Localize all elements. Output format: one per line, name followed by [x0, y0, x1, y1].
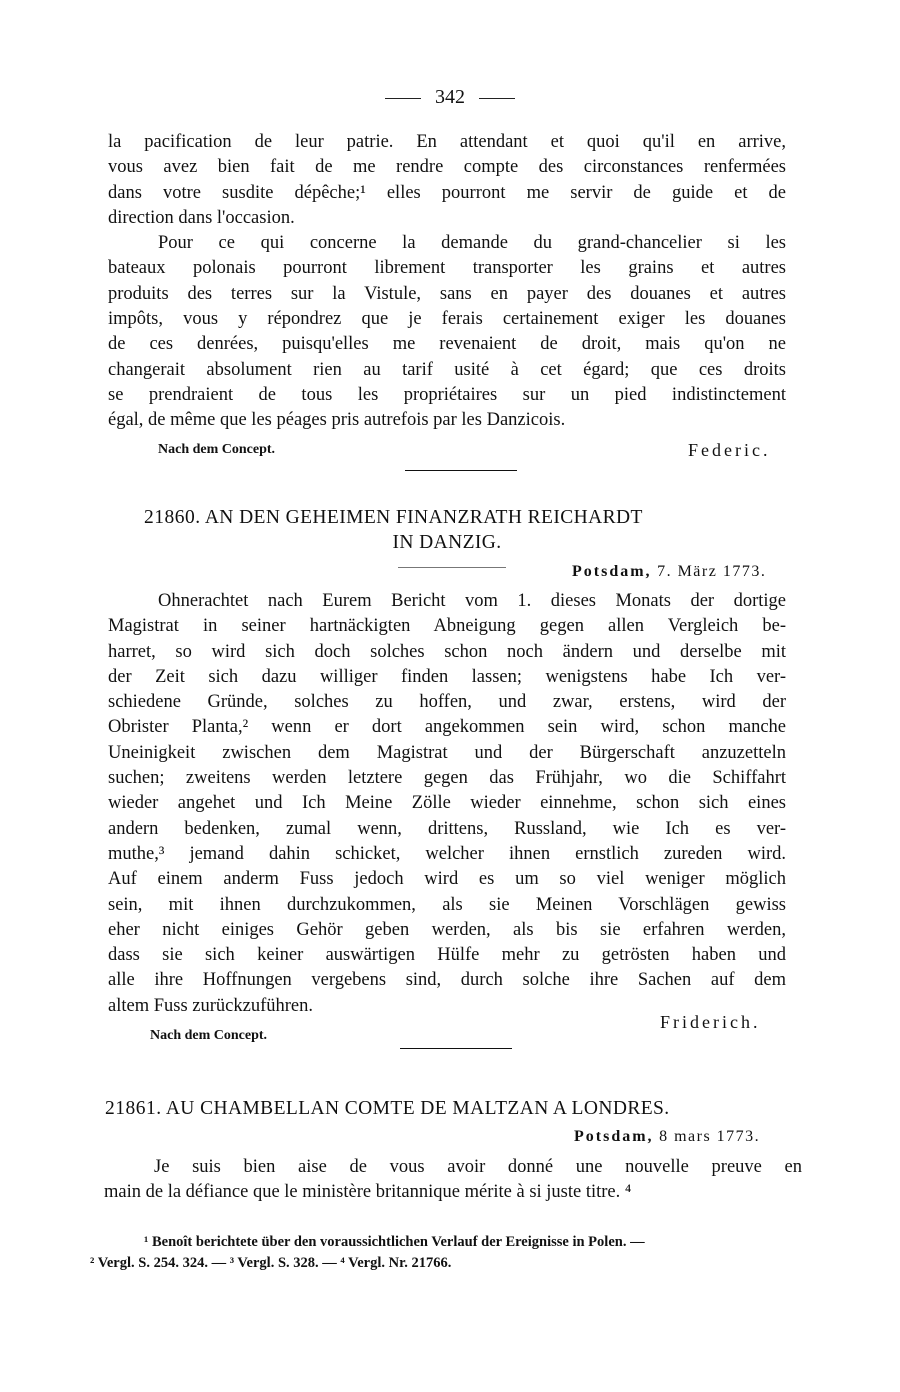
text-line: Ohnerachtet nach Eurem Bericht vom 1. dieses Monats der dortige — [158, 591, 786, 611]
text-line: alle ihre Hoffnungen vergebens sind, durch solche ihre Sachen auf dem — [108, 970, 786, 991]
text-line: Je suis bien aise de vous avoir donné une nouvelle preuve en — [154, 1157, 802, 1177]
letter-heading-line-1 — [108, 505, 786, 530]
text-line: de ces denrées, puisqu'elles me revenaient de droit, mais qu'on ne — [108, 334, 786, 355]
footnotes — [90, 1232, 790, 1274]
text-line: altem Fuss zurückzuführen. — [108, 995, 313, 1016]
letter-body — [104, 1155, 802, 1206]
footnote-line: ¹ Benoît berichtete über den voraussichtlichen Verlauf der Ereignisse in Polen. — — [144, 1234, 645, 1250]
signature: Friderich. — [660, 1012, 761, 1032]
letter-place: Potsdam, — [574, 1128, 654, 1145]
text-line: égal, de même que les péages pris autrefois par les Danzicois. — [108, 410, 566, 431]
letter-dateline — [574, 1128, 760, 1146]
letter-number: 21861. — [105, 1098, 162, 1119]
text-line: bateaux polonais pourront librement transporter les grains et autres — [108, 258, 786, 279]
letter-heading — [105, 1096, 805, 1121]
letter-date: 7. März 1773. — [657, 563, 767, 580]
text-line: schiedene Gründe, solches zu hoffen, und zwar, erstens, wird der — [108, 692, 786, 713]
text-line: changerait absolument rien au tarif usité à cet égard; que ces droits — [108, 359, 786, 380]
text-line: direction dans l'occasion. — [108, 207, 295, 228]
text-line: la pacification de leur patrie. En attendant et quoi qu'il en arrive, — [108, 132, 786, 152]
source-note: Nach dem Concept. — [158, 442, 276, 457]
letter-number: 21860. — [144, 507, 201, 528]
text-line: Obrister Planta,² wenn er dort angekommen sein wird, schon manche — [108, 717, 786, 738]
text-line: vous avez bien fait de me rendre compte des circonstances renfermées — [108, 157, 786, 178]
text-line: dans votre susdite dépêche;¹ elles pourront me servir de guide et de — [108, 182, 786, 203]
text-line: andern bedenken, zumal wenn, drittens, Russland, wie Ich es ver- — [108, 818, 786, 839]
text-line: produits des terres sur la Vistule, sans en payer des douanes et autres — [108, 283, 786, 304]
text-line: Magistrat in seiner hartnäckigten Abneigung gegen allen Vergleich be- — [108, 616, 786, 637]
source-note: Nach dem Concept. — [150, 1028, 268, 1043]
text-line: der Zeit sich dazu williger finden lassen; wenigstens habe Ich ver- — [108, 666, 786, 687]
text-line: eher nicht einiges Gehör geben werden, als bis sie erfahren werden, — [108, 919, 786, 940]
text-line: wieder angehet und Ich Meine Zölle wieder einnehme, schon sich eines — [108, 793, 786, 814]
letter-heading-line-2: IN DANZIG. — [392, 532, 502, 553]
text-line: impôts, vous y répondrez que je ferais certainement exiger les douanes — [108, 309, 786, 330]
letter-heading — [108, 505, 786, 555]
previous-letter-text — [108, 130, 786, 434]
heading-underline — [398, 567, 506, 568]
letter-date: 8 mars 1773. — [659, 1128, 761, 1145]
letter-dateline — [572, 563, 766, 581]
text-line: Uneinigkeit zwischen dem Magistrat und der Bürgerschaft anzuzetteln — [108, 742, 786, 763]
text-line: dass sie sich keiner auswärtigen Hülfe mehr zu getrösten haben und — [108, 945, 786, 966]
letter-addressee: AN DEN GEHEIMEN FINANZRATH REICHARDT — [204, 507, 643, 528]
text-line: Pour ce qui concerne la demande du grand-chancelier si les — [158, 233, 786, 254]
letter-addressee: AU CHAMBELLAN COMTE DE MALTZAN A LONDRES. — [165, 1098, 670, 1119]
page-number-header — [0, 86, 900, 109]
signature: Federic. — [688, 440, 771, 460]
header-dash-right — [479, 98, 515, 99]
text-line: suchen; zweitens werden letztere gegen das Frühjahr, wo die Schiffahrt — [108, 768, 786, 789]
text-line: muthe,³ jemand dahin schicket, welcher ihnen ernstlich zureden wird. — [108, 843, 786, 864]
section-divider — [405, 470, 517, 471]
letter-place: Potsdam, — [572, 563, 652, 580]
letter-body — [108, 589, 786, 1019]
text-line: main de la défiance que le ministère britannique mérite à si juste titre. ⁴ — [104, 1182, 632, 1203]
section-divider — [400, 1048, 512, 1049]
header-dash-left — [385, 98, 421, 99]
text-line: harret, so wird sich doch solches schon noch ändern und derselbe mit — [108, 641, 786, 662]
footnote-line: ² Vergl. S. 254. 324. — ³ Vergl. S. 328. — ⁴ Vergl. Nr. 21766. — [90, 1255, 452, 1271]
text-line: sein, mit ihnen durchzukommen, als sie Meinen Vorschlägen gewiss — [108, 894, 786, 915]
text-line: Auf einem anderm Fuss jedoch wird es um so viel weniger möglich — [108, 869, 786, 890]
page-number: 342 — [435, 86, 465, 108]
text-line: se prendraient de tous les propriétaires sur un pied indistinctement — [108, 384, 786, 405]
